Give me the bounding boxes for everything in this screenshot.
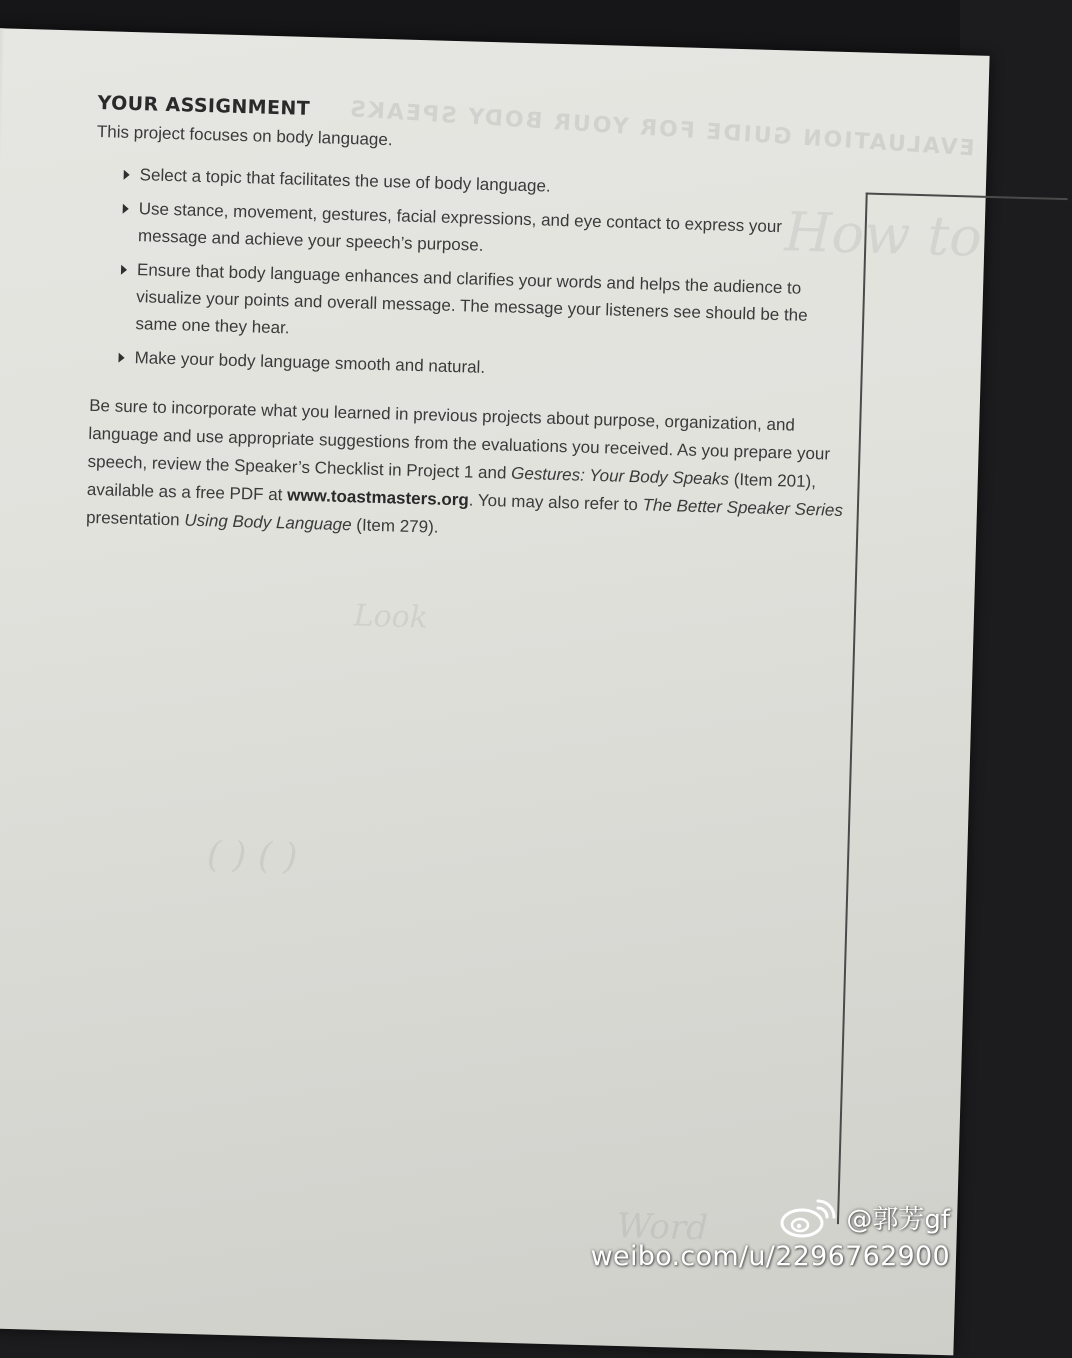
bullet-arrow-icon [118,353,124,363]
bleed-through-handwriting: Word [616,1205,709,1249]
bullet-arrow-icon [123,204,129,214]
list-item [119,256,853,357]
reference-title: Gestures: Your Body Speaks [510,463,730,489]
paragraph-text: . You may also refer to [468,490,643,515]
website-link[interactable]: www.toastmasters.org [286,485,470,510]
watermark-url: weibo.com/u/2296762900 [590,1241,950,1272]
bleed-through-handwriting: ( ) ( ) [206,834,299,878]
bleed-through-handwriting: Look [353,598,429,636]
intro-text: This project focuses on body language. [96,121,393,150]
list-item-text: Use stance, movement, gestures, facial expressions, and eye contact to express your message and achieve your speech’s purpose. [137,199,783,255]
paragraph-text: Be sure to incorporate what you learned in previous projects about purpose, organization, and language and use appropriate suggestions from the evaluations you received. As you prepare your speech, review the Speaker’s Checklist in Project 1 and [87,395,831,483]
bullet-arrow-icon [124,170,130,180]
guidance-paragraph [86,392,850,553]
reference-title: The Better Speaker Series [642,495,844,520]
assignment-bullet-list [90,160,856,391]
list-item-text: Ensure that body language enhances and clarifies your words and helps the audience to visualize your points and overall message. The message your listeners see should be the same one they hear. [135,260,808,338]
watermark-user-row [591,1195,950,1239]
bleed-through-text: EVALUATION GUIDE FOR YOUR BODY SPEAKS [347,97,976,162]
assignment-section [85,92,857,570]
weibo-logo-icon [778,1195,838,1239]
section-heading: YOUR ASSIGNMENT [97,92,311,120]
bullet-arrow-icon [121,265,127,275]
paragraph-text: (Item 201), available as a free PDF at [86,469,817,505]
bleed-through-handwriting: How to [783,200,983,269]
list-item-text: Make your body language smooth and natural. [134,348,486,377]
paragraph-text: presentation [85,507,185,530]
evaluation-box-border [837,193,1068,1230]
watermark-username: @郭芳gf [846,1204,950,1235]
list-item-text: Select a topic that facilitates the use of body language. [139,165,551,196]
weibo-watermark [591,1195,950,1272]
paragraph-text: (Item 279). [351,515,439,537]
page-edge [0,28,4,1328]
reference-title: Using Body Language [184,510,352,535]
